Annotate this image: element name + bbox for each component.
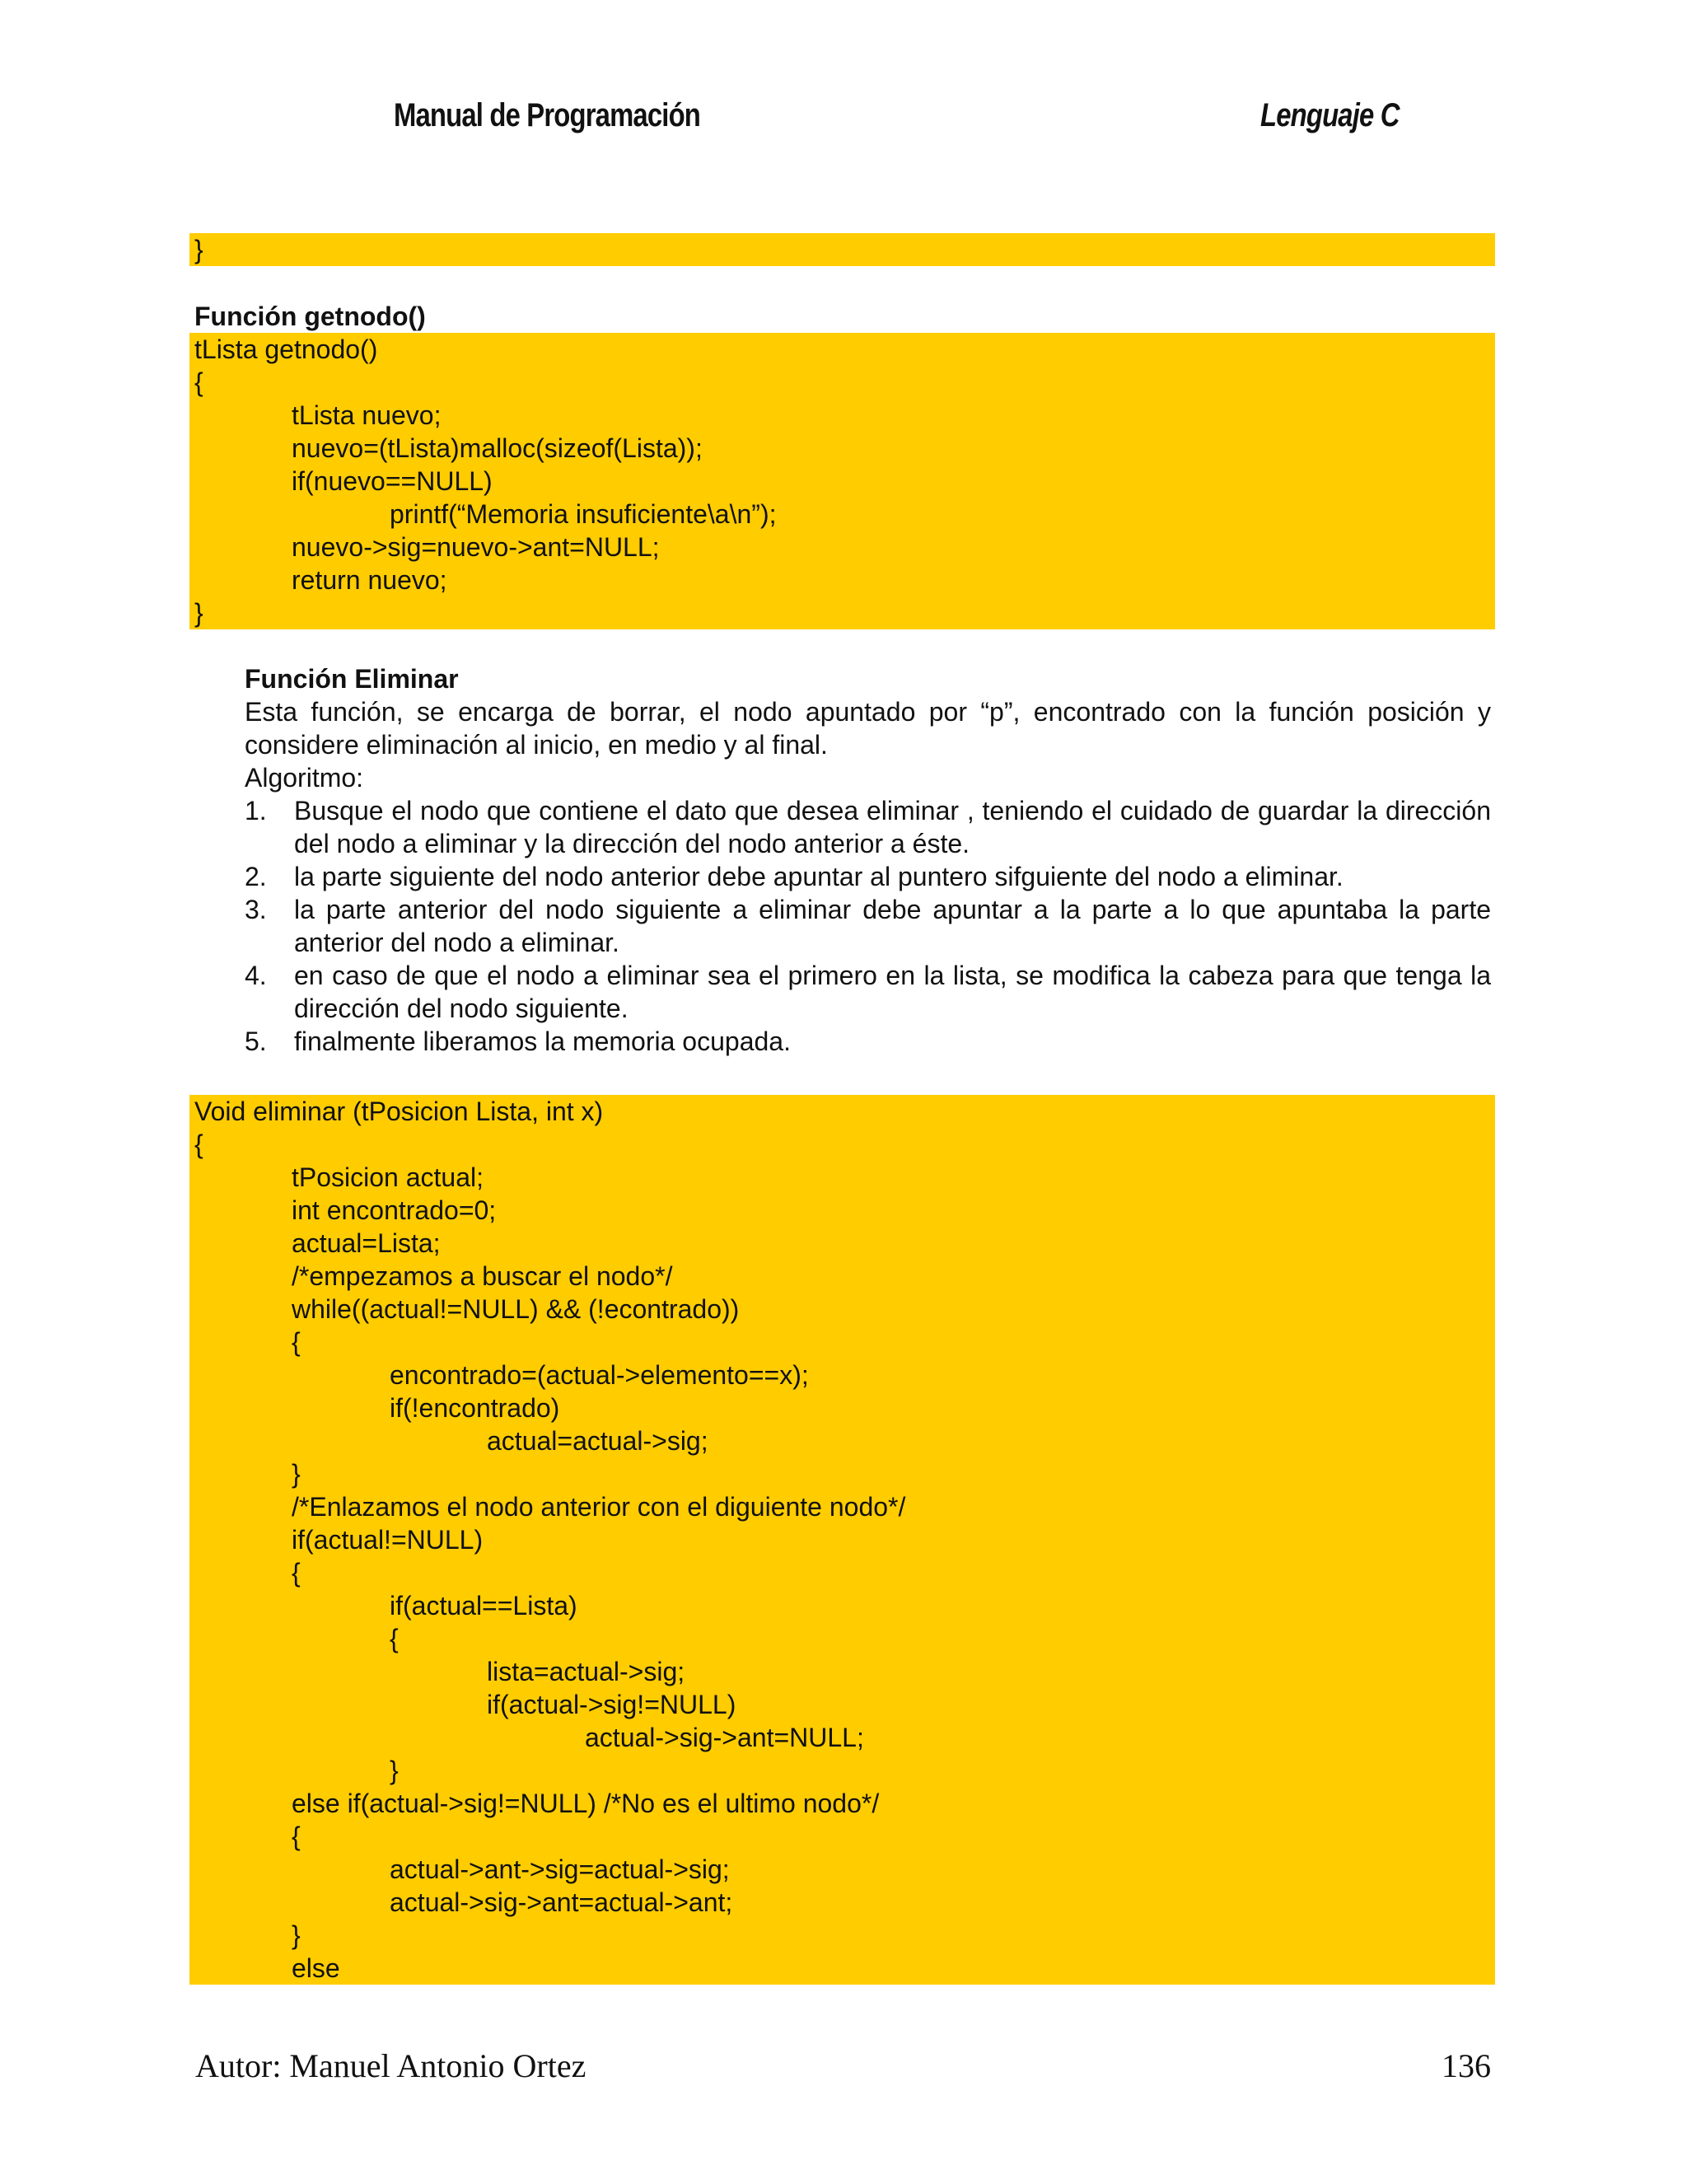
code-line: actual->sig->ant=NULL; bbox=[585, 1723, 864, 1752]
algorithm-step bbox=[245, 794, 1491, 860]
code-line: if(actual->sig!=NULL) bbox=[487, 1690, 736, 1719]
code-line: return nuevo; bbox=[292, 565, 447, 595]
algorithm-step bbox=[245, 860, 1491, 893]
code-line: tLista nuevo; bbox=[292, 400, 442, 430]
code-line: { bbox=[390, 1624, 399, 1653]
code-line: if(!encontrado) bbox=[390, 1393, 560, 1423]
step-number: 2. bbox=[245, 862, 267, 891]
code-line: if(actual!=NULL) bbox=[292, 1525, 484, 1555]
code-line: { bbox=[194, 1129, 203, 1159]
step-text: finalmente liberamos la memoria ocupada. bbox=[294, 1027, 791, 1056]
code-line: } bbox=[390, 1756, 399, 1785]
code-line: } bbox=[194, 235, 203, 264]
algorithm-steps bbox=[245, 794, 1491, 1058]
code-line: tLista getnodo() bbox=[194, 334, 378, 364]
code-line: int encontrado=0; bbox=[292, 1195, 497, 1225]
step-number: 5. bbox=[245, 1027, 267, 1056]
step-number: 4. bbox=[245, 961, 267, 990]
code-line: { bbox=[194, 367, 203, 397]
code-line: /*Enlazamos el nodo anterior con el diguiente nodo*/ bbox=[292, 1492, 906, 1522]
code-line: actual->sig->ant=actual->ant; bbox=[390, 1887, 733, 1917]
manual-title: Manual de Programación bbox=[394, 97, 701, 133]
code-line: else if(actual->sig!=NULL) /*No es el ultimo nodo*/ bbox=[292, 1789, 880, 1818]
code-line: actual=Lista; bbox=[292, 1228, 441, 1258]
code-line: nuevo->sig=nuevo->ant=NULL; bbox=[292, 532, 660, 562]
code-line: lista=actual->sig; bbox=[487, 1657, 685, 1686]
code-line: printf(“Memoria insuficiente\a\n”); bbox=[390, 499, 777, 529]
eliminar-description: Esta función, se encarga de borrar, el nodo apuntado por “p”, encontrado con la función posición y considere eliminación al inicio, en medio y al final. bbox=[245, 697, 1491, 760]
code-block-eliminar bbox=[189, 1095, 1495, 1985]
code-line: } bbox=[194, 598, 203, 628]
algorithm-step bbox=[245, 1025, 1491, 1058]
code-line: if(actual==Lista) bbox=[390, 1591, 577, 1620]
code-line: tPosicion actual; bbox=[292, 1162, 484, 1192]
code-line: { bbox=[292, 1822, 301, 1851]
eliminar-heading: Función Eliminar bbox=[245, 664, 459, 694]
code-block-fragment bbox=[189, 233, 1495, 266]
code-line: nuevo=(tLista)malloc(sizeof(Lista)); bbox=[292, 433, 703, 463]
step-text: en caso de que el nodo a eliminar sea el primero en la lista, se modifica la cabeza para que tenga la dirección del nodo siguiente. bbox=[294, 961, 1491, 1023]
code-line: if(nuevo==NULL) bbox=[292, 466, 493, 496]
code-line: { bbox=[292, 1558, 301, 1588]
page-number: 136 bbox=[1442, 2047, 1491, 2084]
code-block-getnodo bbox=[189, 333, 1495, 629]
language-title: Lenguaje C bbox=[1260, 97, 1400, 133]
code-line: actual=actual->sig; bbox=[487, 1426, 708, 1456]
algorithm-label: Algoritmo: bbox=[245, 763, 364, 793]
step-number: 3. bbox=[245, 895, 267, 924]
code-line: encontrado=(actual->elemento==x); bbox=[390, 1360, 809, 1390]
code-line: actual->ant->sig=actual->sig; bbox=[390, 1854, 730, 1884]
step-text: la parte siguiente del nodo anterior debe apuntar al puntero sifguiente del nodo a eliminar. bbox=[294, 862, 1344, 891]
code-line: { bbox=[292, 1327, 301, 1357]
algorithm-step bbox=[245, 893, 1491, 959]
step-number: 1. bbox=[245, 796, 267, 825]
code-line: else bbox=[292, 1953, 340, 1983]
eliminar-section bbox=[245, 662, 1491, 1058]
code-line: Void eliminar (tPosicion Lista, int x) bbox=[194, 1097, 604, 1126]
algorithm-step bbox=[245, 959, 1491, 1025]
step-text: la parte anterior del nodo siguiente a eliminar debe apuntar a la parte a lo que apuntaba la parte anterior del nodo a eliminar. bbox=[294, 895, 1491, 957]
author-line: Autor: Manuel Antonio Ortez bbox=[195, 2047, 586, 2084]
step-text: Busque el nodo que contiene el dato que desea eliminar , teniendo el cuidado de guardar la dirección del nodo a eliminar y la dirección del nodo anterior a éste. bbox=[294, 796, 1491, 858]
code-line: while((actual!=NULL) && (!econtrado)) bbox=[292, 1294, 740, 1324]
code-line: /*empezamos a buscar el nodo*/ bbox=[292, 1261, 673, 1291]
getnodo-heading: Función getnodo() bbox=[194, 302, 426, 331]
code-line: } bbox=[292, 1920, 301, 1950]
code-line: } bbox=[292, 1459, 301, 1489]
